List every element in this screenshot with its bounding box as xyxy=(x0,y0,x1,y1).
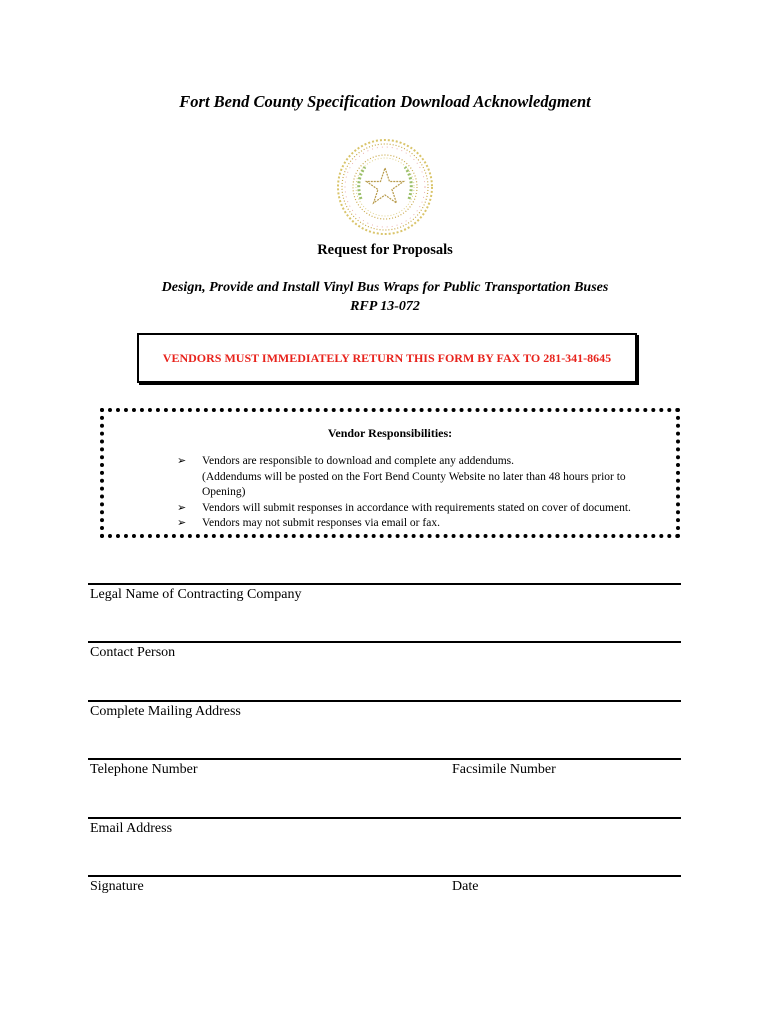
vendor-responsibilities-box xyxy=(100,408,680,538)
email-label: Email Address xyxy=(90,821,173,836)
list-item-line: Vendors may not submit responses via email or fax. xyxy=(202,517,440,529)
list-item xyxy=(177,516,672,532)
arrowhead-bullet-icon: ➢ xyxy=(177,455,187,467)
responsibilities-heading: Vendor Responsibilities: xyxy=(327,426,453,440)
date-label: Date xyxy=(452,879,479,894)
legal-name-label: Legal Name of Contracting Company xyxy=(90,587,302,602)
list-item xyxy=(177,501,672,517)
arrowhead-bullet-icon: ➢ xyxy=(177,501,187,514)
signature-label: Signature xyxy=(90,879,144,894)
fax-notice-text: VENDORS MUST IMMEDIATELY RETURN THIS FORM BY FAX TO 281-341-8645 xyxy=(162,350,612,365)
contact-person-label: Contact Person xyxy=(90,645,176,660)
list-item-line: Vendors will submit responses in accordance with requirements stated on cover of document. xyxy=(202,501,631,514)
document-title: Fort Bend County Specification Download Acknowledgment xyxy=(179,92,591,111)
county-seal-icon xyxy=(335,137,435,237)
responsibilities-list xyxy=(177,454,672,532)
email-line[interactable] xyxy=(88,817,681,819)
legal-name-line[interactable] xyxy=(88,583,681,585)
list-item-line: (Addendums will be posted on the Fort Bend County Website no later than 48 hours prior to xyxy=(202,470,626,483)
facsimile-label: Facsimile Number xyxy=(452,762,556,777)
contact-person-line[interactable] xyxy=(88,641,681,643)
rfp-number: RFP 13-072 xyxy=(350,299,420,314)
mailing-address-line[interactable] xyxy=(88,700,681,702)
project-title: Design, Provide and Install Vinyl Bus Wraps for Public Transportation Buses xyxy=(161,280,609,295)
project-description xyxy=(0,278,770,316)
list-item-line: Vendors are responsible to download and complete any addendums. xyxy=(202,455,515,467)
signature-date-line[interactable] xyxy=(88,875,681,877)
telephone-label: Telephone Number xyxy=(90,762,198,777)
list-item-line: Opening) xyxy=(202,486,246,498)
mailing-address-label: Complete Mailing Address xyxy=(90,704,241,719)
fax-notice-box xyxy=(137,333,637,383)
arrowhead-bullet-icon: ➢ xyxy=(177,517,187,529)
request-heading: Request for Proposals xyxy=(317,242,453,258)
list-item xyxy=(177,454,672,501)
telephone-facsimile-line[interactable] xyxy=(88,758,681,760)
